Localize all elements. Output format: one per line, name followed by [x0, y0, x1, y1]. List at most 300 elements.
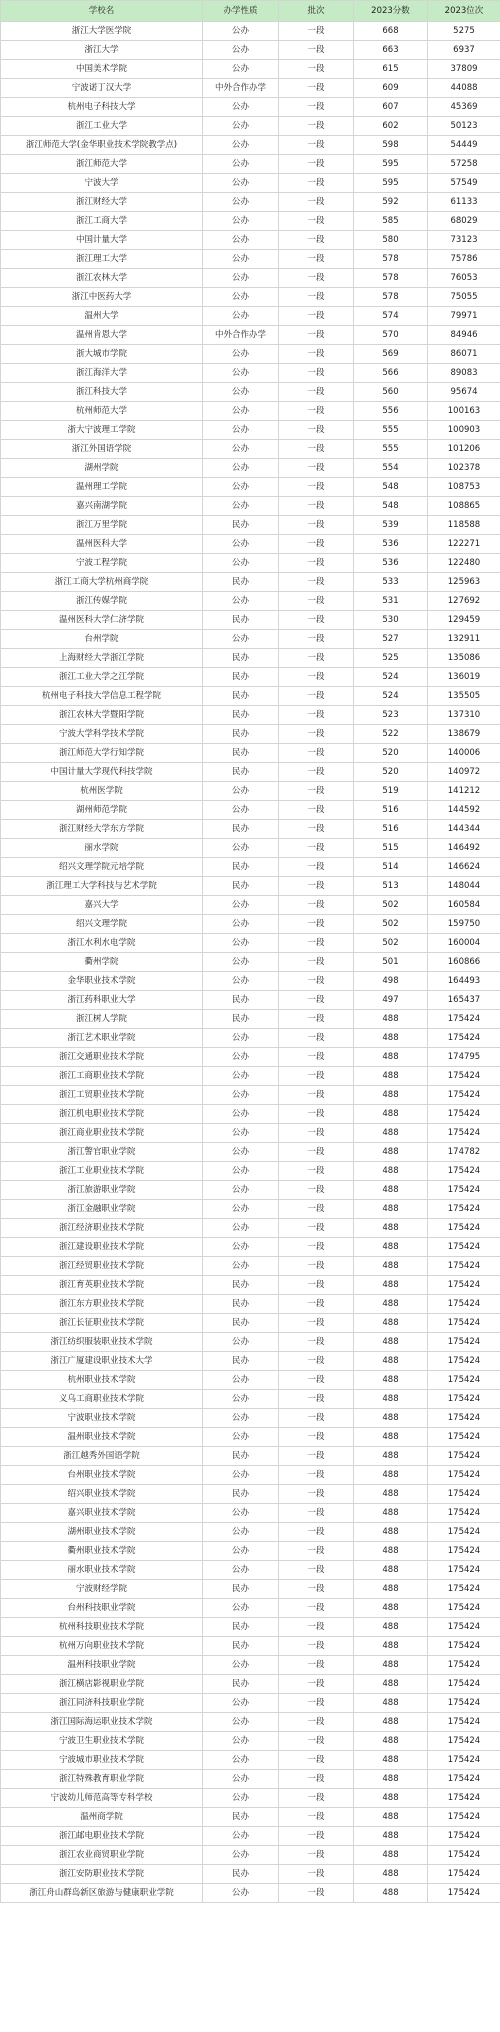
- score-cell: 488: [354, 1789, 428, 1808]
- school-type-cell: 公办: [203, 155, 279, 174]
- rank-cell: 175424: [428, 1276, 500, 1295]
- batch-cell: 一段: [279, 1409, 354, 1428]
- school-name-cell: 浙江大学: [1, 41, 203, 60]
- school-type-cell: 公办: [203, 478, 279, 497]
- school-name-cell: 浙江纺织服装职业技术学院: [1, 1333, 203, 1352]
- school-name-cell: 宁波卫生职业技术学院: [1, 1732, 203, 1751]
- school-name-cell: 浙江科技大学: [1, 383, 203, 402]
- batch-cell: 一段: [279, 1314, 354, 1333]
- school-type-cell: 公办: [203, 1428, 279, 1447]
- school-name-cell: 杭州科技职业技术学院: [1, 1618, 203, 1637]
- header-rank-2023: 2023位次: [428, 1, 500, 22]
- school-name-cell: 宁波大学: [1, 174, 203, 193]
- batch-cell: 一段: [279, 554, 354, 573]
- table-row: [1, 117, 500, 136]
- rank-cell: 140972: [428, 763, 500, 782]
- score-cell: 488: [354, 1808, 428, 1827]
- school-name-cell: 宁波城市职业技术学院: [1, 1751, 203, 1770]
- score-cell: 520: [354, 744, 428, 763]
- table-row: [1, 1466, 500, 1485]
- table-row: [1, 630, 500, 649]
- table-row: [1, 41, 500, 60]
- batch-cell: 一段: [279, 136, 354, 155]
- school-name-cell: 浙江工商大学: [1, 212, 203, 231]
- score-cell: 488: [354, 1352, 428, 1371]
- school-name-cell: 温州理工学院: [1, 478, 203, 497]
- table-row: [1, 421, 500, 440]
- table-row: [1, 497, 500, 516]
- school-type-cell: 公办: [203, 1504, 279, 1523]
- batch-cell: 一段: [279, 1143, 354, 1162]
- school-name-cell: 台州职业技术学院: [1, 1466, 203, 1485]
- school-name-cell: 浙江经贸职业技术学院: [1, 1257, 203, 1276]
- school-name-cell: 中国计量大学现代科技学院: [1, 763, 203, 782]
- score-cell: 516: [354, 801, 428, 820]
- batch-cell: 一段: [279, 1048, 354, 1067]
- score-cell: 488: [354, 1846, 428, 1865]
- school-name-cell: 温州科技职业学院: [1, 1656, 203, 1675]
- score-cell: 488: [354, 1257, 428, 1276]
- score-cell: 525: [354, 649, 428, 668]
- rank-cell: 160004: [428, 934, 500, 953]
- rank-cell: 122480: [428, 554, 500, 573]
- score-cell: 488: [354, 1238, 428, 1257]
- rank-cell: 175424: [428, 1732, 500, 1751]
- table-row: [1, 1827, 500, 1846]
- score-cell: 488: [354, 1732, 428, 1751]
- table-row: [1, 1048, 500, 1067]
- school-type-cell: 公办: [203, 972, 279, 991]
- score-cell: 488: [354, 1865, 428, 1884]
- school-type-cell: 公办: [203, 1219, 279, 1238]
- batch-cell: 一段: [279, 440, 354, 459]
- batch-cell: 一段: [279, 1561, 354, 1580]
- school-name-cell: 浙江安防职业技术学院: [1, 1865, 203, 1884]
- rank-cell: 175424: [428, 1409, 500, 1428]
- score-cell: 663: [354, 41, 428, 60]
- school-type-cell: 民办: [203, 858, 279, 877]
- score-cell: 566: [354, 364, 428, 383]
- batch-cell: 一段: [279, 288, 354, 307]
- score-cell: 488: [354, 1390, 428, 1409]
- score-cell: 527: [354, 630, 428, 649]
- rank-cell: 175424: [428, 1694, 500, 1713]
- school-name-cell: 浙江工业大学: [1, 117, 203, 136]
- school-name-cell: 丽水职业技术学院: [1, 1561, 203, 1580]
- rank-cell: 175424: [428, 1181, 500, 1200]
- school-type-cell: 公办: [203, 592, 279, 611]
- school-type-cell: 公办: [203, 915, 279, 934]
- table-row: [1, 649, 500, 668]
- table-row: [1, 269, 500, 288]
- score-cell: 548: [354, 497, 428, 516]
- school-type-cell: 公办: [203, 231, 279, 250]
- table-row: [1, 896, 500, 915]
- school-type-cell: 民办: [203, 649, 279, 668]
- school-name-cell: 浙江农业商贸职业学院: [1, 1846, 203, 1865]
- score-cell: 513: [354, 877, 428, 896]
- score-cell: 555: [354, 421, 428, 440]
- rank-cell: 175424: [428, 1428, 500, 1447]
- school-name-cell: 金华职业技术学院: [1, 972, 203, 991]
- rank-cell: 100903: [428, 421, 500, 440]
- score-cell: 578: [354, 269, 428, 288]
- school-type-cell: 公办: [203, 459, 279, 478]
- rank-cell: 122271: [428, 535, 500, 554]
- batch-cell: 一段: [279, 1162, 354, 1181]
- table-row: [1, 383, 500, 402]
- rank-cell: 118588: [428, 516, 500, 535]
- header-school-type: 办学性质: [203, 1, 279, 22]
- rank-cell: 75055: [428, 288, 500, 307]
- score-cell: 488: [354, 1504, 428, 1523]
- table-row: [1, 535, 500, 554]
- school-name-cell: 浙江工商大学杭州商学院: [1, 573, 203, 592]
- table-row: [1, 212, 500, 231]
- score-cell: 536: [354, 535, 428, 554]
- batch-cell: 一段: [279, 1751, 354, 1770]
- school-type-cell: 民办: [203, 763, 279, 782]
- score-cell: 615: [354, 60, 428, 79]
- batch-cell: 一段: [279, 269, 354, 288]
- school-name-cell: 宁波职业技术学院: [1, 1409, 203, 1428]
- score-cell: 578: [354, 250, 428, 269]
- school-name-cell: 浙江工业职业技术学院: [1, 1162, 203, 1181]
- score-cell: 515: [354, 839, 428, 858]
- score-cell: 560: [354, 383, 428, 402]
- batch-cell: 一段: [279, 649, 354, 668]
- score-cell: 488: [354, 1447, 428, 1466]
- score-cell: 524: [354, 687, 428, 706]
- batch-cell: 一段: [279, 1827, 354, 1846]
- score-cell: 488: [354, 1523, 428, 1542]
- table-row: [1, 1485, 500, 1504]
- school-type-cell: 中外合作办学: [203, 79, 279, 98]
- batch-cell: 一段: [279, 1029, 354, 1048]
- rank-cell: 68029: [428, 212, 500, 231]
- batch-cell: 一段: [279, 782, 354, 801]
- table-row: [1, 402, 500, 421]
- batch-cell: 一段: [279, 972, 354, 991]
- rank-cell: 100163: [428, 402, 500, 421]
- school-type-cell: 民办: [203, 1447, 279, 1466]
- rank-cell: 175424: [428, 1029, 500, 1048]
- school-type-cell: 民办: [203, 1637, 279, 1656]
- score-cell: 520: [354, 763, 428, 782]
- table-row: [1, 1618, 500, 1637]
- school-name-cell: 宁波幼儿师范高等专科学校: [1, 1789, 203, 1808]
- school-type-cell: 公办: [203, 1333, 279, 1352]
- table-row: [1, 592, 500, 611]
- school-name-cell: 宁波工程学院: [1, 554, 203, 573]
- school-type-cell: 民办: [203, 1352, 279, 1371]
- rank-cell: 174795: [428, 1048, 500, 1067]
- table-row: [1, 953, 500, 972]
- school-type-cell: 公办: [203, 307, 279, 326]
- school-name-cell: 浙江财经大学: [1, 193, 203, 212]
- school-type-cell: 民办: [203, 1314, 279, 1333]
- rank-cell: 175424: [428, 1105, 500, 1124]
- score-cell: 488: [354, 1599, 428, 1618]
- school-name-cell: 衢州职业技术学院: [1, 1542, 203, 1561]
- school-name-cell: 浙江树人学院: [1, 1010, 203, 1029]
- score-cell: 592: [354, 193, 428, 212]
- score-cell: 502: [354, 896, 428, 915]
- score-cell: 555: [354, 440, 428, 459]
- score-cell: 488: [354, 1200, 428, 1219]
- table-row: [1, 288, 500, 307]
- batch-cell: 一段: [279, 402, 354, 421]
- score-cell: 488: [354, 1314, 428, 1333]
- rank-cell: 95674: [428, 383, 500, 402]
- table-row: [1, 1219, 500, 1238]
- rank-cell: 175424: [428, 1257, 500, 1276]
- batch-cell: 一段: [279, 1618, 354, 1637]
- table-row: [1, 1390, 500, 1409]
- rank-cell: 159750: [428, 915, 500, 934]
- batch-cell: 一段: [279, 725, 354, 744]
- rank-cell: 57549: [428, 174, 500, 193]
- score-cell: 488: [354, 1428, 428, 1447]
- school-name-cell: 温州肯恩大学: [1, 326, 203, 345]
- score-cell: 501: [354, 953, 428, 972]
- school-type-cell: 公办: [203, 364, 279, 383]
- school-name-cell: 浙江工贸职业技术学院: [1, 1086, 203, 1105]
- batch-cell: 一段: [279, 1542, 354, 1561]
- school-type-cell: 公办: [203, 1656, 279, 1675]
- rank-cell: 175424: [428, 1713, 500, 1732]
- batch-cell: 一段: [279, 1523, 354, 1542]
- header-score-2023: 2023分数: [354, 1, 428, 22]
- school-type-cell: 公办: [203, 174, 279, 193]
- table-row: [1, 364, 500, 383]
- table-row: [1, 478, 500, 497]
- school-type-cell: 民办: [203, 611, 279, 630]
- score-cell: 488: [354, 1295, 428, 1314]
- school-type-cell: 公办: [203, 1238, 279, 1257]
- batch-cell: 一段: [279, 22, 354, 41]
- rank-cell: 79971: [428, 307, 500, 326]
- rank-cell: 50123: [428, 117, 500, 136]
- table-row: [1, 763, 500, 782]
- school-type-cell: 公办: [203, 1371, 279, 1390]
- school-name-cell: 浙江中医药大学: [1, 288, 203, 307]
- score-cell: 488: [354, 1542, 428, 1561]
- school-type-cell: 公办: [203, 1067, 279, 1086]
- school-type-cell: 公办: [203, 1846, 279, 1865]
- school-name-cell: 浙江海洋大学: [1, 364, 203, 383]
- school-type-cell: 公办: [203, 60, 279, 79]
- school-type-cell: 公办: [203, 934, 279, 953]
- score-cell: 668: [354, 22, 428, 41]
- batch-cell: 一段: [279, 820, 354, 839]
- rank-cell: 144344: [428, 820, 500, 839]
- score-cell: 580: [354, 231, 428, 250]
- table-row: [1, 459, 500, 478]
- batch-cell: 一段: [279, 1390, 354, 1409]
- school-type-cell: 民办: [203, 687, 279, 706]
- table-row: [1, 1656, 500, 1675]
- rank-cell: 175424: [428, 1637, 500, 1656]
- school-type-cell: 公办: [203, 782, 279, 801]
- batch-cell: 一段: [279, 839, 354, 858]
- batch-cell: 一段: [279, 1371, 354, 1390]
- rank-cell: 175424: [428, 1162, 500, 1181]
- batch-cell: 一段: [279, 1884, 354, 1903]
- school-name-cell: 嘉兴职业技术学院: [1, 1504, 203, 1523]
- rank-cell: 175424: [428, 1675, 500, 1694]
- score-cell: 574: [354, 307, 428, 326]
- school-type-cell: 公办: [203, 1466, 279, 1485]
- score-cell: 488: [354, 1143, 428, 1162]
- school-name-cell: 浙大城市学院: [1, 345, 203, 364]
- table-row: [1, 1580, 500, 1599]
- batch-cell: 一段: [279, 117, 354, 136]
- school-name-cell: 浙江农林大学: [1, 269, 203, 288]
- batch-cell: 一段: [279, 364, 354, 383]
- school-type-cell: 公办: [203, 22, 279, 41]
- school-name-cell: 浙江旅游职业学院: [1, 1181, 203, 1200]
- rank-cell: 174782: [428, 1143, 500, 1162]
- batch-cell: 一段: [279, 1295, 354, 1314]
- score-cell: 523: [354, 706, 428, 725]
- table-row: [1, 516, 500, 535]
- batch-cell: 一段: [279, 1257, 354, 1276]
- school-name-cell: 浙江警官职业学院: [1, 1143, 203, 1162]
- batch-cell: 一段: [279, 1770, 354, 1789]
- score-cell: 488: [354, 1029, 428, 1048]
- school-type-cell: 公办: [203, 630, 279, 649]
- rank-cell: 175424: [428, 1770, 500, 1789]
- school-type-cell: 民办: [203, 991, 279, 1010]
- rank-cell: 137310: [428, 706, 500, 725]
- score-cell: 488: [354, 1276, 428, 1295]
- batch-cell: 一段: [279, 1067, 354, 1086]
- school-type-cell: 中外合作办学: [203, 326, 279, 345]
- rank-cell: 175424: [428, 1238, 500, 1257]
- score-cell: 488: [354, 1656, 428, 1675]
- school-name-cell: 嘉兴南湖学院: [1, 497, 203, 516]
- score-cell: 578: [354, 288, 428, 307]
- table-row: [1, 1333, 500, 1352]
- rank-cell: 175424: [428, 1466, 500, 1485]
- table-row: [1, 611, 500, 630]
- score-cell: 488: [354, 1162, 428, 1181]
- table-row: [1, 1257, 500, 1276]
- table-row: [1, 1200, 500, 1219]
- table-row: [1, 1732, 500, 1751]
- school-type-cell: 民办: [203, 1295, 279, 1314]
- table-row: [1, 60, 500, 79]
- rank-cell: 175424: [428, 1789, 500, 1808]
- batch-cell: 一段: [279, 858, 354, 877]
- school-type-cell: 公办: [203, 497, 279, 516]
- header-batch: 批次: [279, 1, 354, 22]
- batch-cell: 一段: [279, 212, 354, 231]
- score-cell: 488: [354, 1827, 428, 1846]
- score-cell: 488: [354, 1466, 428, 1485]
- table-row: [1, 1124, 500, 1143]
- score-cell: 502: [354, 915, 428, 934]
- table-row: [1, 1067, 500, 1086]
- batch-cell: 一段: [279, 1105, 354, 1124]
- batch-cell: 一段: [279, 1352, 354, 1371]
- score-cell: 488: [354, 1751, 428, 1770]
- batch-cell: 一段: [279, 1846, 354, 1865]
- batch-cell: 一段: [279, 687, 354, 706]
- score-cell: 602: [354, 117, 428, 136]
- rank-cell: 144592: [428, 801, 500, 820]
- table-row: [1, 1884, 500, 1903]
- table-row: [1, 1181, 500, 1200]
- score-cell: 488: [354, 1067, 428, 1086]
- rank-cell: 45369: [428, 98, 500, 117]
- school-type-cell: 公办: [203, 1789, 279, 1808]
- school-name-cell: 中国美术学院: [1, 60, 203, 79]
- school-type-cell: 民办: [203, 1618, 279, 1637]
- score-cell: 531: [354, 592, 428, 611]
- batch-cell: 一段: [279, 1276, 354, 1295]
- rank-cell: 175424: [428, 1580, 500, 1599]
- school-name-cell: 台州科技职业学院: [1, 1599, 203, 1618]
- school-type-cell: 民办: [203, 1865, 279, 1884]
- school-name-cell: 浙江特殊教育职业学院: [1, 1770, 203, 1789]
- rank-cell: 175424: [428, 1295, 500, 1314]
- school-name-cell: 浙江经济职业技术学院: [1, 1219, 203, 1238]
- batch-cell: 一段: [279, 706, 354, 725]
- batch-cell: 一段: [279, 934, 354, 953]
- school-name-cell: 绍兴文理学院元培学院: [1, 858, 203, 877]
- batch-cell: 一段: [279, 155, 354, 174]
- school-name-cell: 嘉兴大学: [1, 896, 203, 915]
- score-cell: 488: [354, 1048, 428, 1067]
- school-name-cell: 浙江工商职业技术学院: [1, 1067, 203, 1086]
- rank-cell: 175424: [428, 1447, 500, 1466]
- score-cell: 516: [354, 820, 428, 839]
- table-row: [1, 877, 500, 896]
- table-row: [1, 1409, 500, 1428]
- table-row: [1, 706, 500, 725]
- rank-cell: 89083: [428, 364, 500, 383]
- school-name-cell: 宁波诺丁汉大学: [1, 79, 203, 98]
- rank-cell: 175424: [428, 1352, 500, 1371]
- rank-cell: 175424: [428, 1485, 500, 1504]
- batch-cell: 一段: [279, 915, 354, 934]
- school-name-cell: 浙江艺术职业学院: [1, 1029, 203, 1048]
- school-name-cell: 绍兴文理学院: [1, 915, 203, 934]
- table-row: [1, 744, 500, 763]
- school-name-cell: 浙江万里学院: [1, 516, 203, 535]
- batch-cell: 一段: [279, 1333, 354, 1352]
- batch-cell: 一段: [279, 421, 354, 440]
- table-row: [1, 79, 500, 98]
- school-name-cell: 杭州电子科技大学: [1, 98, 203, 117]
- table-row: [1, 174, 500, 193]
- rank-cell: 175424: [428, 1561, 500, 1580]
- batch-cell: 一段: [279, 953, 354, 972]
- batch-cell: 一段: [279, 41, 354, 60]
- school-type-cell: 公办: [203, 839, 279, 858]
- school-name-cell: 绍兴职业技术学院: [1, 1485, 203, 1504]
- rank-cell: 175424: [428, 1827, 500, 1846]
- table-row: [1, 1371, 500, 1390]
- score-cell: 488: [354, 1371, 428, 1390]
- score-cell: 488: [354, 1010, 428, 1029]
- score-cell: 488: [354, 1181, 428, 1200]
- school-name-cell: 浙江邮电职业技术学院: [1, 1827, 203, 1846]
- school-name-cell: 杭州医学院: [1, 782, 203, 801]
- school-name-cell: 义乌工商职业技术学院: [1, 1390, 203, 1409]
